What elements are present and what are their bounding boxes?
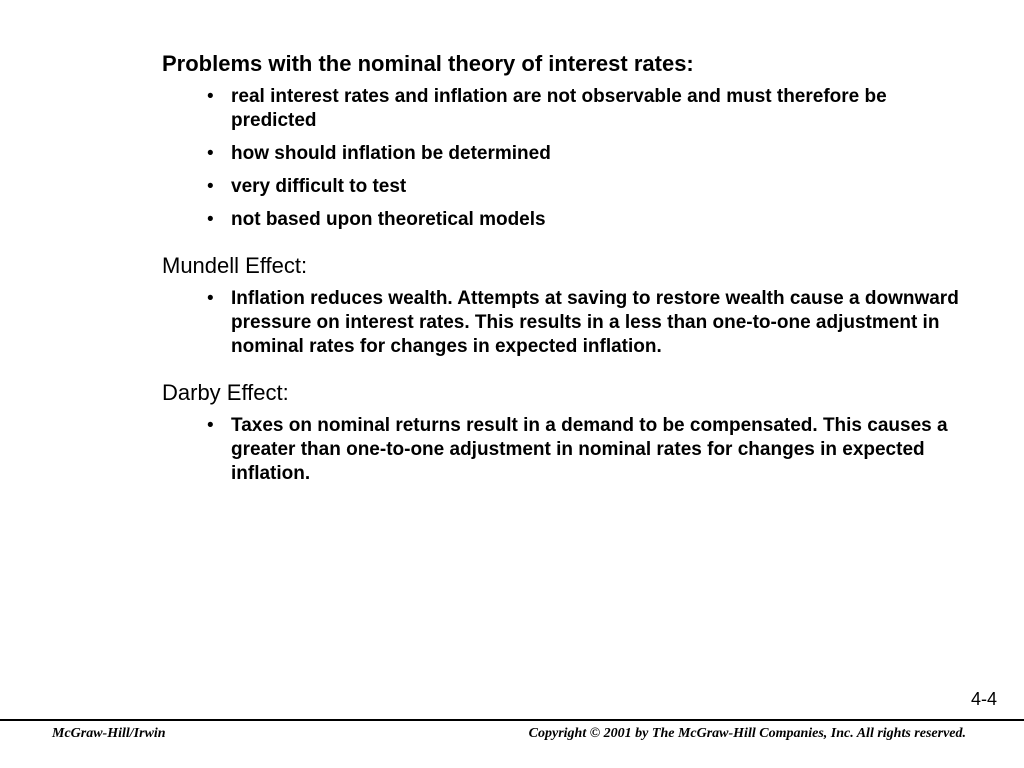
bullet-text: Taxes on nominal returns result in a demand to be compensated. This causes a greater than one-to-one adjustment in nominal rates for changes in expected inflation. (231, 415, 948, 484)
bullet-list (162, 85, 962, 232)
bullet-list (162, 414, 962, 486)
footer-copyright: Copyright © 2001 by The McGraw-Hill Companies, Inc. All rights reserved. (528, 726, 966, 741)
section-heading: Problems with the nominal theory of interest rates: (162, 51, 694, 76)
bullet-item (207, 208, 962, 232)
bullet-text: how should inflation be determined (231, 143, 551, 164)
bullet-dot: • (207, 209, 214, 230)
bullet-dot: • (207, 176, 214, 197)
footer-divider (0, 719, 1024, 721)
bullet-text: real interest rates and inflation are not observable and must therefore be predicted (231, 86, 887, 131)
section-heading: Mundell Effect: (162, 253, 308, 278)
bullet-dot: • (207, 288, 214, 309)
bullet-dot: • (207, 143, 214, 164)
bullet-item (207, 287, 962, 359)
footer-publisher: McGraw-Hill/Irwin (52, 726, 166, 741)
bullet-item (207, 175, 962, 199)
bullet-text: not based upon theoretical models (231, 209, 546, 230)
bullet-list (162, 287, 962, 359)
section-heading: Darby Effect: (162, 380, 289, 405)
bullet-text: Inflation reduces wealth. Attempts at saving to restore wealth cause a downward pressure on interest rates. This results in a less than one-to-one adjustment in nominal rates for changes in expected inflation. (231, 288, 959, 357)
section-darby-effect (162, 379, 962, 486)
bullet-dot: • (207, 86, 214, 107)
bullet-item (207, 414, 962, 486)
bullet-item (207, 142, 962, 166)
bullet-item (207, 85, 962, 133)
bullet-text: very difficult to test (231, 176, 407, 197)
section-nominal-theory-problems (162, 50, 962, 232)
bullet-dot: • (207, 415, 214, 436)
slide-content (162, 50, 962, 506)
slide-number: 4-4 (970, 689, 997, 709)
section-mundell-effect (162, 252, 962, 359)
